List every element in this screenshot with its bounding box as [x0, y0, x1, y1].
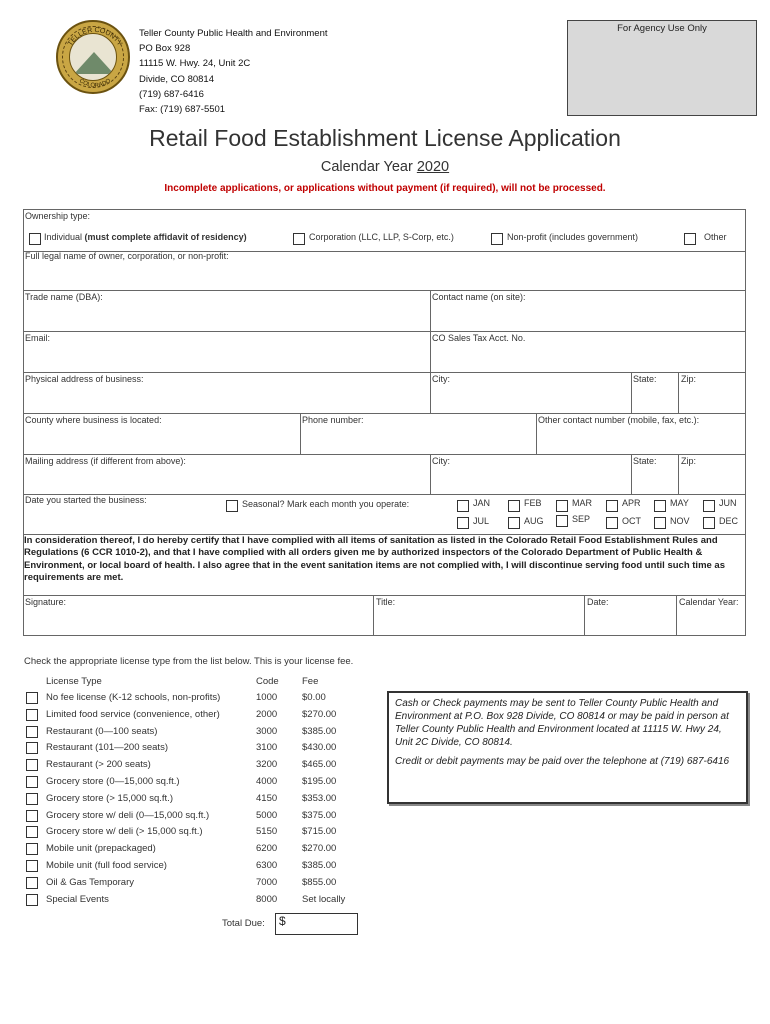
license-type: Grocery store (> 15,000 sq.ft.) [46, 792, 173, 804]
license-code: 4150 [256, 792, 278, 804]
county-label: County where business is located: [25, 415, 162, 425]
city-field[interactable] [432, 385, 630, 412]
city-label: City: [432, 374, 450, 384]
individual-note: (must complete affidavit of residency) [84, 232, 247, 242]
month-aug-label: AUG [524, 516, 544, 526]
license-code: 5150 [256, 826, 278, 838]
agency-use-label: For Agency Use Only [617, 23, 707, 34]
license-checkbox[interactable] [26, 709, 38, 721]
license-fee: $855.00 [302, 876, 337, 888]
signature-label: Signature: [25, 597, 67, 607]
month-feb-label: FEB [524, 498, 542, 508]
license-row [24, 774, 364, 791]
agency-address [139, 26, 328, 117]
license-row [24, 740, 364, 757]
calendar-year-field[interactable] [678, 608, 745, 635]
license-type: Restaurant (0—100 seats) [46, 725, 158, 737]
total-due-label: Total Due: [222, 918, 265, 929]
other-contact-label: Other contact number (mobile, fax, etc.): [538, 415, 700, 425]
sales-tax-field[interactable] [432, 344, 745, 371]
trade-name-field[interactable] [24, 303, 429, 330]
license-code: 4000 [256, 776, 278, 787]
other-checkbox[interactable] [684, 233, 696, 245]
month-apr-label: APR [622, 498, 641, 508]
license-code: 7000 [256, 876, 278, 888]
title-field[interactable] [375, 608, 583, 635]
license-checkbox[interactable] [26, 860, 38, 872]
license-checkbox[interactable] [26, 894, 38, 906]
calendar-year-value: 2020 [416, 159, 450, 175]
license-type: Special Events [46, 893, 109, 905]
phone-label: Phone number: [302, 415, 364, 425]
license-fee: Set locally [302, 893, 346, 905]
month-may-checkbox[interactable] [654, 500, 666, 512]
full-legal-name-field[interactable] [24, 262, 745, 289]
license-fee: $375.00 [302, 809, 337, 821]
license-row [24, 757, 364, 774]
mailing-city-label: City: [432, 456, 450, 466]
license-type: Restaurant (> 200 seats) [46, 759, 151, 771]
license-row [24, 824, 364, 841]
contact-name-field[interactable] [432, 303, 745, 330]
title-label: Title: [376, 597, 396, 607]
license-row [24, 724, 364, 741]
warning-text: Incomplete applications, or applications without payment (if required), will not be processed. [164, 183, 606, 194]
month-jun-label: JUN [719, 498, 737, 508]
physical-address-field[interactable] [24, 385, 429, 412]
seal-lettering [58, 22, 132, 96]
email-label: Email: [25, 333, 51, 343]
month-oct-checkbox[interactable] [606, 517, 618, 529]
corporation-checkbox[interactable] [293, 233, 305, 245]
calendar-year-label: Calendar Year: [679, 597, 739, 607]
license-row [24, 791, 364, 808]
code-header: Code [256, 676, 279, 687]
address-line: Divide, CO 80814 [139, 73, 214, 85]
license-fee: $353.00 [302, 792, 337, 804]
mailing-state-label: State: [633, 456, 657, 466]
license-type: Restaurant (101—200 seats) [46, 742, 168, 754]
payment-credit: Credit or debit payments may be paid over the telephone at (719) 687-6416 [395, 756, 730, 767]
seasonal-label: Seasonal? Mark each month you operate: [242, 499, 410, 509]
license-checkbox[interactable] [26, 726, 38, 738]
license-checkbox[interactable] [26, 826, 38, 838]
address-line: (719) 687-6416 [139, 88, 204, 100]
contact-name-label: Contact name (on site): [432, 292, 526, 302]
fee-header: Fee [302, 676, 319, 687]
total-dollar-sign: $ [279, 914, 286, 928]
mailing-zip-field[interactable] [680, 467, 745, 493]
nonprofit-label: Non-profit (includes government) [507, 232, 639, 242]
month-sep-checkbox[interactable] [556, 515, 568, 527]
zip-field[interactable] [680, 385, 745, 412]
license-fee: $385.00 [302, 725, 337, 737]
month-nov-label: NOV [670, 516, 690, 526]
payment-info-box [387, 691, 748, 804]
other-label: Other [704, 232, 727, 242]
state-field[interactable] [633, 385, 677, 412]
license-row [24, 892, 364, 909]
license-type: No fee license (K-12 schools, non-profits) [46, 692, 221, 703]
county-field[interactable] [24, 426, 299, 453]
license-checkbox[interactable] [26, 776, 38, 788]
license-checkbox[interactable] [26, 759, 38, 771]
license-code: 3200 [256, 759, 278, 771]
individual-label [44, 232, 247, 242]
mailing-zip-label: Zip: [681, 456, 697, 466]
signature-field[interactable] [24, 608, 372, 635]
certification-statement: In consideration thereof, I do hereby certify that I have complied with all items of sanitation as listed in the Colorado Retail Food Establishment Rules and Regulations (6 CCR 1010-2), and that I have complied with all orders given me by authorized inspectors of the Colorado Department of Public Health & Environment, or local board of health. I also agree that in the event sanitation items are not complied with, I will discontinue serving food until such time as requirements are met. [24, 535, 726, 584]
license-code: 6300 [256, 860, 278, 871]
license-fee: $385.00 [302, 860, 337, 871]
license-code: 8000 [256, 893, 278, 905]
calendar-year-heading [0, 159, 770, 175]
license-intro: Check the appropriate license type from the list below. This is your license fee. [24, 656, 354, 667]
license-type: Mobile unit (full food service) [46, 860, 167, 871]
seasonal-checkbox[interactable] [226, 500, 238, 512]
license-row [24, 841, 364, 858]
month-jan-label: JAN [473, 498, 491, 508]
month-jul-label: JUL [473, 516, 490, 526]
license-type: Grocery store w/ deli (0—15,000 sq.ft.) [46, 809, 210, 821]
license-fee: $270.00 [302, 843, 337, 855]
month-dec-checkbox[interactable] [703, 517, 715, 529]
mailing-state-field[interactable] [633, 467, 677, 493]
license-row [24, 690, 364, 707]
date-label: Date: [587, 597, 609, 607]
address-line: PO Box 928 [139, 43, 191, 55]
license-code: 3100 [256, 742, 278, 754]
address-line: Teller County Public Health and Environment [139, 28, 328, 39]
state-label: State: [633, 374, 657, 384]
license-type: Oil & Gas Temporary [46, 876, 134, 888]
individual-text: Individual [44, 232, 83, 242]
license-code: 2000 [256, 708, 278, 720]
license-type: Grocery store (0—15,000 sq.ft.) [46, 776, 180, 787]
calendar-year-prefix: Calendar Year [320, 159, 413, 175]
ownership-type-label: Ownership type: [25, 211, 91, 221]
month-apr-checkbox[interactable] [606, 500, 618, 512]
seal-bottom-text: COLORADO [77, 78, 113, 90]
license-fee: $465.00 [302, 759, 337, 771]
month-nov-checkbox[interactable] [654, 517, 666, 529]
license-row [24, 875, 364, 892]
license-checkbox[interactable] [26, 793, 38, 805]
address-line: 11115 W. Hwy. 24, Unit 2C [139, 58, 251, 70]
sales-tax-label: CO Sales Tax Acct. No. [432, 333, 526, 343]
license-checkbox[interactable] [26, 742, 38, 754]
svg-text:COLORADO [78, 78, 112, 89]
month-feb-checkbox[interactable] [508, 500, 520, 512]
license-checkbox[interactable] [26, 843, 38, 855]
month-dec-label: DEC [719, 516, 739, 526]
license-type-header: License Type [46, 676, 102, 687]
license-fee: $195.00 [302, 776, 337, 787]
month-jul-checkbox[interactable] [457, 517, 469, 529]
corporation-label: Corporation (LLC, LLP, S-Corp, etc.) [309, 232, 454, 242]
month-jan-checkbox[interactable] [457, 500, 469, 512]
mailing-address-label: Mailing address (if different from above): [25, 456, 186, 466]
license-type: Grocery store w/ deli (> 15,000 sq.ft.) [46, 826, 203, 838]
license-checkbox[interactable] [26, 692, 38, 704]
license-fee: $0.00 [302, 692, 326, 703]
license-code: 6200 [256, 843, 278, 855]
svg-text:TELLER COUNTY [67, 27, 123, 48]
month-may-label: MAY [670, 498, 689, 508]
other-contact-field[interactable] [538, 426, 745, 453]
license-type: Mobile unit (prepackaged) [46, 843, 156, 855]
month-mar-checkbox[interactable] [556, 500, 568, 512]
month-mar-label: MAR [572, 498, 592, 508]
total-due-field[interactable] [275, 913, 358, 935]
license-fee: $430.00 [302, 742, 337, 754]
license-code: 3000 [256, 725, 278, 737]
month-aug-checkbox[interactable] [508, 517, 520, 529]
mailing-address-field[interactable] [24, 467, 429, 493]
full-legal-name-label: Full legal name of owner, corporation, or non-profit: [25, 251, 229, 261]
payment-cash-check: Cash or Check payments may be sent to Teller County Public Health and Environment at P.O. Box 928 Divide, CO 80814 or may be paid in person at Teller County Public Health and Environment located at 11115 W. Hwy 24, Unit 2C Divide, CO 80814. [395, 698, 729, 748]
month-sep-label: SEP [572, 514, 591, 524]
phone-field[interactable] [302, 426, 535, 453]
license-code: 1000 [256, 692, 278, 703]
seal-top-text: TELLER COUNTY [66, 26, 124, 48]
license-checkbox[interactable] [26, 877, 38, 889]
mailing-city-field[interactable] [432, 467, 630, 493]
date-started-field[interactable] [24, 506, 219, 533]
zip-label: Zip: [681, 374, 697, 384]
license-type: Limited food service (convenience, other) [46, 708, 220, 720]
license-checkbox[interactable] [26, 810, 38, 822]
physical-address-label: Physical address of business: [25, 374, 144, 384]
date-started-label: Date you started the business: [25, 495, 147, 505]
nonprofit-checkbox[interactable] [491, 233, 503, 245]
month-oct-label: OCT [622, 516, 641, 526]
license-row [24, 707, 364, 724]
page-title: Retail Food Establishment License Application [149, 125, 621, 151]
agency-use-box [567, 20, 757, 116]
trade-name-label: Trade name (DBA): [25, 292, 103, 302]
email-field[interactable] [24, 344, 429, 371]
license-row [24, 858, 364, 875]
month-jun-checkbox[interactable] [703, 500, 715, 512]
address-line: Fax: (719) 687-5501 [139, 104, 226, 116]
county-seal [56, 20, 130, 94]
license-row [24, 808, 364, 825]
date-field[interactable] [586, 608, 675, 635]
individual-checkbox[interactable] [29, 233, 41, 245]
license-fee: $715.00 [302, 826, 337, 838]
license-fee: $270.00 [302, 708, 337, 720]
license-code: 5000 [256, 809, 278, 821]
